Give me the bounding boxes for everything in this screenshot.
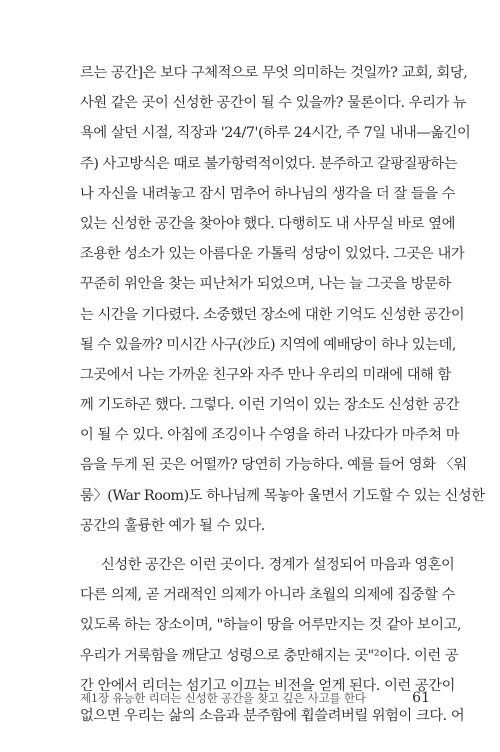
text-line: 룸〉(War Room)도 하나님께 목놓아 울면서 기도할 수 있는 신성한 [80, 487, 485, 504]
text-line: 나 자신을 내려놓고 잠시 멈추어 하나님의 생각을 더 잘 들을 수 [80, 185, 455, 202]
page-number: 61 [412, 690, 430, 706]
text-line: 될 수 있을까? 미시간 사구(沙丘) 지역에 예배당이 하나 있는데, [80, 336, 456, 353]
paragraph-1 [80, 58, 485, 541]
text-line: 사원 같은 곳이 신성한 공간이 될 수 있을까? 물론이다. 우리가 뉴 [80, 95, 467, 112]
running-head: 제1장 유능한 리더는 신성한 공간을 찾고 깊은 사고를 한다 [80, 691, 366, 705]
text-line: 공간의 훌륭한 예가 될 수 있다. [80, 517, 265, 534]
text-line: 꾸준히 위안을 찾는 피난처가 되었으며, 나는 늘 그곳을 방문하 [80, 276, 451, 293]
text-line: 르는 공간]은 보다 구체적으로 무엇 의미하는 것일까? 교회, 회당, [80, 65, 468, 81]
text-line: 주) 사고방식은 때로 불가항력적이었다. 분주하고 갈팡질팡하는 [80, 155, 458, 172]
text-line: 없으면 우리는 삶의 소음과 분주함에 휩쓸려버릴 위험이 크다. 어 [80, 707, 465, 724]
text-line: 욕에 살던 시절, 직장과 '24/7'(하루 24시간, 주 7일 내내—옮긴이 [80, 125, 471, 142]
text-line: 음을 두게 된 곳은 어떨까? 당연히 가능하다. 예를 들어 영화 〈워 [80, 457, 467, 474]
page-footer [80, 690, 430, 706]
text-line: 그곳에서 나는 가까운 친구와 자주 만나 우리의 미래에 대해 함 [80, 366, 451, 383]
text-line: 있는 신성한 공간을 찾아야 했다. 다행히도 내 사무실 바로 옆에 [80, 215, 455, 232]
text-line: 있도록 하는 장소이며, "하늘이 땅을 어루만지는 것 같아 보이고, [80, 617, 462, 634]
body-text [80, 58, 485, 731]
text-line: 이 될 수 있다. 아침에 조깅이나 수영을 하러 나갔다가 마주쳐 마 [80, 427, 460, 444]
text-line: 다른 의제, 곧 거래적인 의제가 아니라 초월의 의제에 집중할 수 [80, 587, 455, 604]
text-line: 우리가 거룩함을 깨닫고 성령으로 충만해지는 곳"²이다. 이런 공 [80, 647, 459, 664]
text-line: 는 시간을 기다렸다. 소중했던 장소에 대한 기억도 신성한 공간이 [80, 306, 465, 323]
text-line: 께 기도하곤 했다. 그렇다. 이런 기억이 있는 장소도 신성한 공간 [80, 397, 460, 414]
paragraph-gap [80, 541, 430, 550]
text-line: 간 안에서 리더는 섬기고 이끄는 비전을 얻게 된다. 이런 공간이 [80, 677, 455, 694]
text-line: 조용한 성소가 있는 아름다운 가톨릭 성당이 있었다. 그곳은 내가 [80, 246, 465, 263]
text-line: 신성한 공간은 이런 곳이다. 경계가 설정되어 마음과 영혼이 [101, 557, 455, 573]
